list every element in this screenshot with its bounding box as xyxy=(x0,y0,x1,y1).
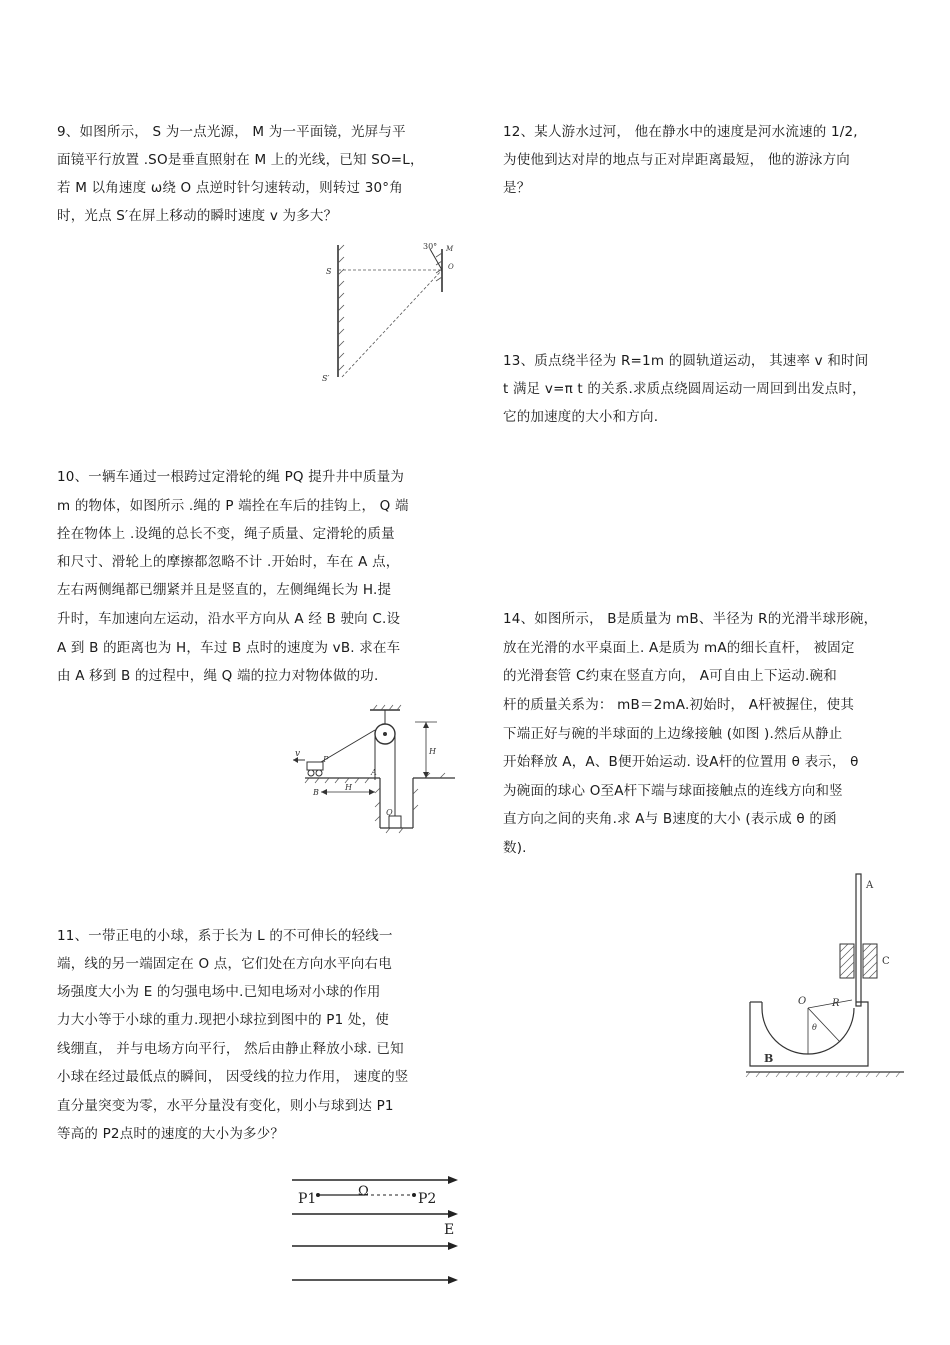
fig10-label-p: P xyxy=(323,755,329,764)
problem-11-figure xyxy=(288,1168,468,1288)
fig11-label-p1: P1 xyxy=(298,1191,317,1207)
problem-9-line-4: 时，光点 S′在屏上移动的瞬时速度 v 为多大？ xyxy=(57,208,338,224)
problem-9-line-1: 9、如图所示， S 为一点光源， M 为一平面镜，光屏与平 xyxy=(57,124,406,140)
problem-9-line-3: 若 M 以角速度 ω绕 O 点逆时针匀速转动，则转过 30°角 xyxy=(57,180,403,196)
fig11-label-p2: P2 xyxy=(418,1191,437,1207)
problem-13-line-2: t 满足 v=π t 的关系.求质点绕圆周运动一周回到出发点时， xyxy=(503,381,866,397)
fig10-label-b: B xyxy=(313,788,319,797)
problem-10-line-6: 升时，车加速向左运动，沿水平方向从 A 经 B 驶向 C.设 xyxy=(57,611,401,627)
fig10-label-h1: H xyxy=(429,747,436,756)
problem-14-line-7: 为碗面的球心 O至A杆下端与球面接触点的连线方向和竖 xyxy=(503,783,843,799)
problem-10-line-7: A 到 B 的距离也为 H，车过 B 点时的速度为 vB. 求在车 xyxy=(57,640,401,656)
problem-11-line-5: 线绷直， 并与电场方向平行， 然后由静止释放小球. 已知 xyxy=(57,1041,404,1057)
problem-14-line-8: 直方向之间的夹角.求 A与 B速度的大小 (表示成 θ 的函 xyxy=(503,811,837,827)
problem-11-line-2: 端，线的另一端固定在 O 点，它们处在方向水平向右电 xyxy=(57,956,392,972)
fig11-label-o: Ω xyxy=(358,1184,369,1199)
problem-10-line-2: m 的物体，如图所示 .绳的 P 端拴在车后的挂钩上， Q 端 xyxy=(57,498,409,514)
problem-12-line-2: 为使他到达对岸的地点与正对岸距离最短， 他的游泳方向 xyxy=(503,152,850,168)
fig10-label-v: v xyxy=(295,749,301,759)
problem-10-line-3: 拴在物体上 .设绳的总长不变，绳子质量、定滑轮的质量 xyxy=(57,526,395,542)
fig9-label-s-prime: S′ xyxy=(322,374,330,383)
fig14-label-b: B xyxy=(764,1052,774,1065)
problem-10-line-5: 左右两侧绳都已绷紧并且是竖直的，左侧绳绳长为 H.提 xyxy=(57,582,392,598)
problem-11-line-3: 场强度大小为 E 的匀强电场中.已知电场对小球的作用 xyxy=(57,984,381,1000)
problem-14-line-9: 数). xyxy=(503,840,527,856)
problem-11-line-4: 力大小等于小球的重力.现把小球拉到图中的 P1 处，使 xyxy=(57,1012,390,1028)
problem-10-line-4: 和尺寸、滑轮上的摩擦都忽略不计 .开始时，车在 A 点， xyxy=(57,554,400,570)
problem-10-figure xyxy=(285,704,465,834)
fig14-label-r: R xyxy=(832,998,840,1009)
fig14-label-theta: θ xyxy=(812,1023,817,1032)
problem-11-line-8: 等高的 P2点时的速度的大小为多少？ xyxy=(57,1126,285,1142)
problem-14-line-3: 的光滑套管 C约束在竖直方向， A可自由上下运动.碗和 xyxy=(503,668,837,684)
problem-14-line-1: 14、如图所示， B是质量为 mB、半径为 R的光滑半球形碗， xyxy=(503,611,878,627)
problem-9-figure xyxy=(318,237,458,387)
problem-11-line-6: 小球在经过最低点的瞬间， 因受线的拉力作用， 速度的竖 xyxy=(57,1069,409,1085)
fig9-label-s: S xyxy=(326,267,332,276)
fig10-label-q: Q xyxy=(386,808,393,817)
problem-9-line-2: 面镜平行放置 .SO是垂直照射在 M 上的光线，已知 SO=L， xyxy=(57,152,424,168)
fig10-label-a: A xyxy=(371,768,377,777)
problem-14-line-2: 放在光滑的水平桌面上. A是质为 mA的细长直杆， 被固定 xyxy=(503,640,855,656)
fig14-label-o: O xyxy=(798,996,807,1007)
fig11-label-e: E xyxy=(444,1222,455,1238)
fig14-label-a: A xyxy=(866,880,874,891)
problem-12-line-3: 是？ xyxy=(503,180,531,196)
fig9-label-m: M xyxy=(446,245,454,253)
problem-10-line-8: 由 A 移到 B 的过程中，绳 Q 端的拉力对物体做的功. xyxy=(57,668,379,684)
problem-10-line-1: 10、一辆车通过一根跨过定滑轮的绳 PQ 提升井中质量为 xyxy=(57,469,405,485)
problem-14-line-5: 下端正好与碗的半球面的上边缘接触 (如图 ).然后从静止 xyxy=(503,726,843,742)
problem-14-line-6: 开始释放 A，A、B便开始运动. 设A杆的位置用 θ 表示， θ xyxy=(503,754,859,770)
problem-11-line-7: 直分量突变为零，水平分量没有变化，则小与球到达 P1 xyxy=(57,1098,394,1114)
fig9-label-o: O xyxy=(448,263,454,271)
problem-13-line-1: 13、质点绕半径为 R=1m 的圆轨道运动， 其速率 v 和时间 xyxy=(503,353,869,369)
problem-13-line-3: 它的加速度的大小和方向. xyxy=(503,409,659,425)
problem-11-line-1: 11、一带正电的小球，系于长为 L 的不可伸长的轻线一 xyxy=(57,928,393,944)
fig10-label-h2: H xyxy=(345,783,352,792)
fig14-label-c: C xyxy=(882,956,890,967)
problem-14-figure xyxy=(742,868,912,1083)
problem-14-line-4: 杆的质量关系为： mB＝2mA.初始时， A杆被握住，使其 xyxy=(503,697,855,713)
problem-12-line-1: 12、某人游水过河， 他在静水中的速度是河水流速的 1/2, xyxy=(503,124,858,140)
fig9-angle: 30° xyxy=(423,242,438,251)
